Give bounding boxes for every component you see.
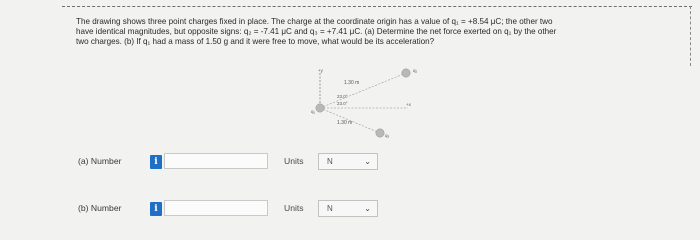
problem-line-2: have identical magnitudes, but opposite signs: q₂ = -7.41 μC and q₃ = +7.41 μC. (a) Determine the net force exerted on q₁ by the other bbox=[76, 27, 557, 37]
info-icon[interactable]: i bbox=[150, 202, 162, 216]
distance-bottom-label: 1.30 m bbox=[337, 120, 353, 126]
right-dashed-border bbox=[690, 6, 691, 66]
part-b-label: (b) Number bbox=[78, 203, 122, 213]
top-dashed-border bbox=[62, 6, 692, 7]
part-b-units-label: Units bbox=[284, 203, 304, 213]
label-q2: q₂ bbox=[413, 68, 418, 73]
charge-q3 bbox=[376, 129, 384, 137]
part-a-units-select[interactable] bbox=[318, 153, 378, 170]
charge-q1 bbox=[316, 104, 324, 112]
x-axis-label: +x bbox=[406, 102, 411, 107]
part-a-label: (a) Number bbox=[78, 156, 122, 166]
part-b-units-value: N bbox=[327, 204, 333, 213]
charge-diagram bbox=[296, 64, 426, 146]
angle-top-label: 23.0° bbox=[337, 94, 348, 99]
part-a-units-value: N bbox=[327, 157, 333, 166]
line-q1-q2 bbox=[320, 73, 406, 108]
y-axis-label: +y bbox=[318, 68, 323, 73]
part-b-number-input[interactable] bbox=[164, 200, 268, 216]
angle-bottom-label: 23.0° bbox=[337, 101, 348, 106]
chevron-down-icon: ⌄ bbox=[364, 157, 371, 166]
part-a-units-label: Units bbox=[284, 156, 304, 166]
charge-q2 bbox=[402, 69, 410, 77]
chevron-down-icon: ⌄ bbox=[364, 204, 371, 213]
distance-top-label: 1.30 m bbox=[344, 80, 360, 86]
part-b-units-select[interactable] bbox=[318, 200, 378, 217]
label-q3: q₃ bbox=[385, 133, 390, 138]
problem-line-3: two charges. (b) If q₁ had a mass of 1.50 g and it were free to move, what would be its acceleration? bbox=[76, 37, 435, 47]
problem-line-1: The drawing shows three point charges fixed in place. The charge at the coordinate origin has a value of q₁ = +8.54 μC; the other two bbox=[76, 17, 553, 26]
label-q1: q₁ bbox=[311, 109, 316, 114]
problem-statement bbox=[76, 17, 636, 48]
info-icon[interactable]: i bbox=[150, 155, 162, 169]
part-a-number-input[interactable] bbox=[164, 153, 268, 169]
